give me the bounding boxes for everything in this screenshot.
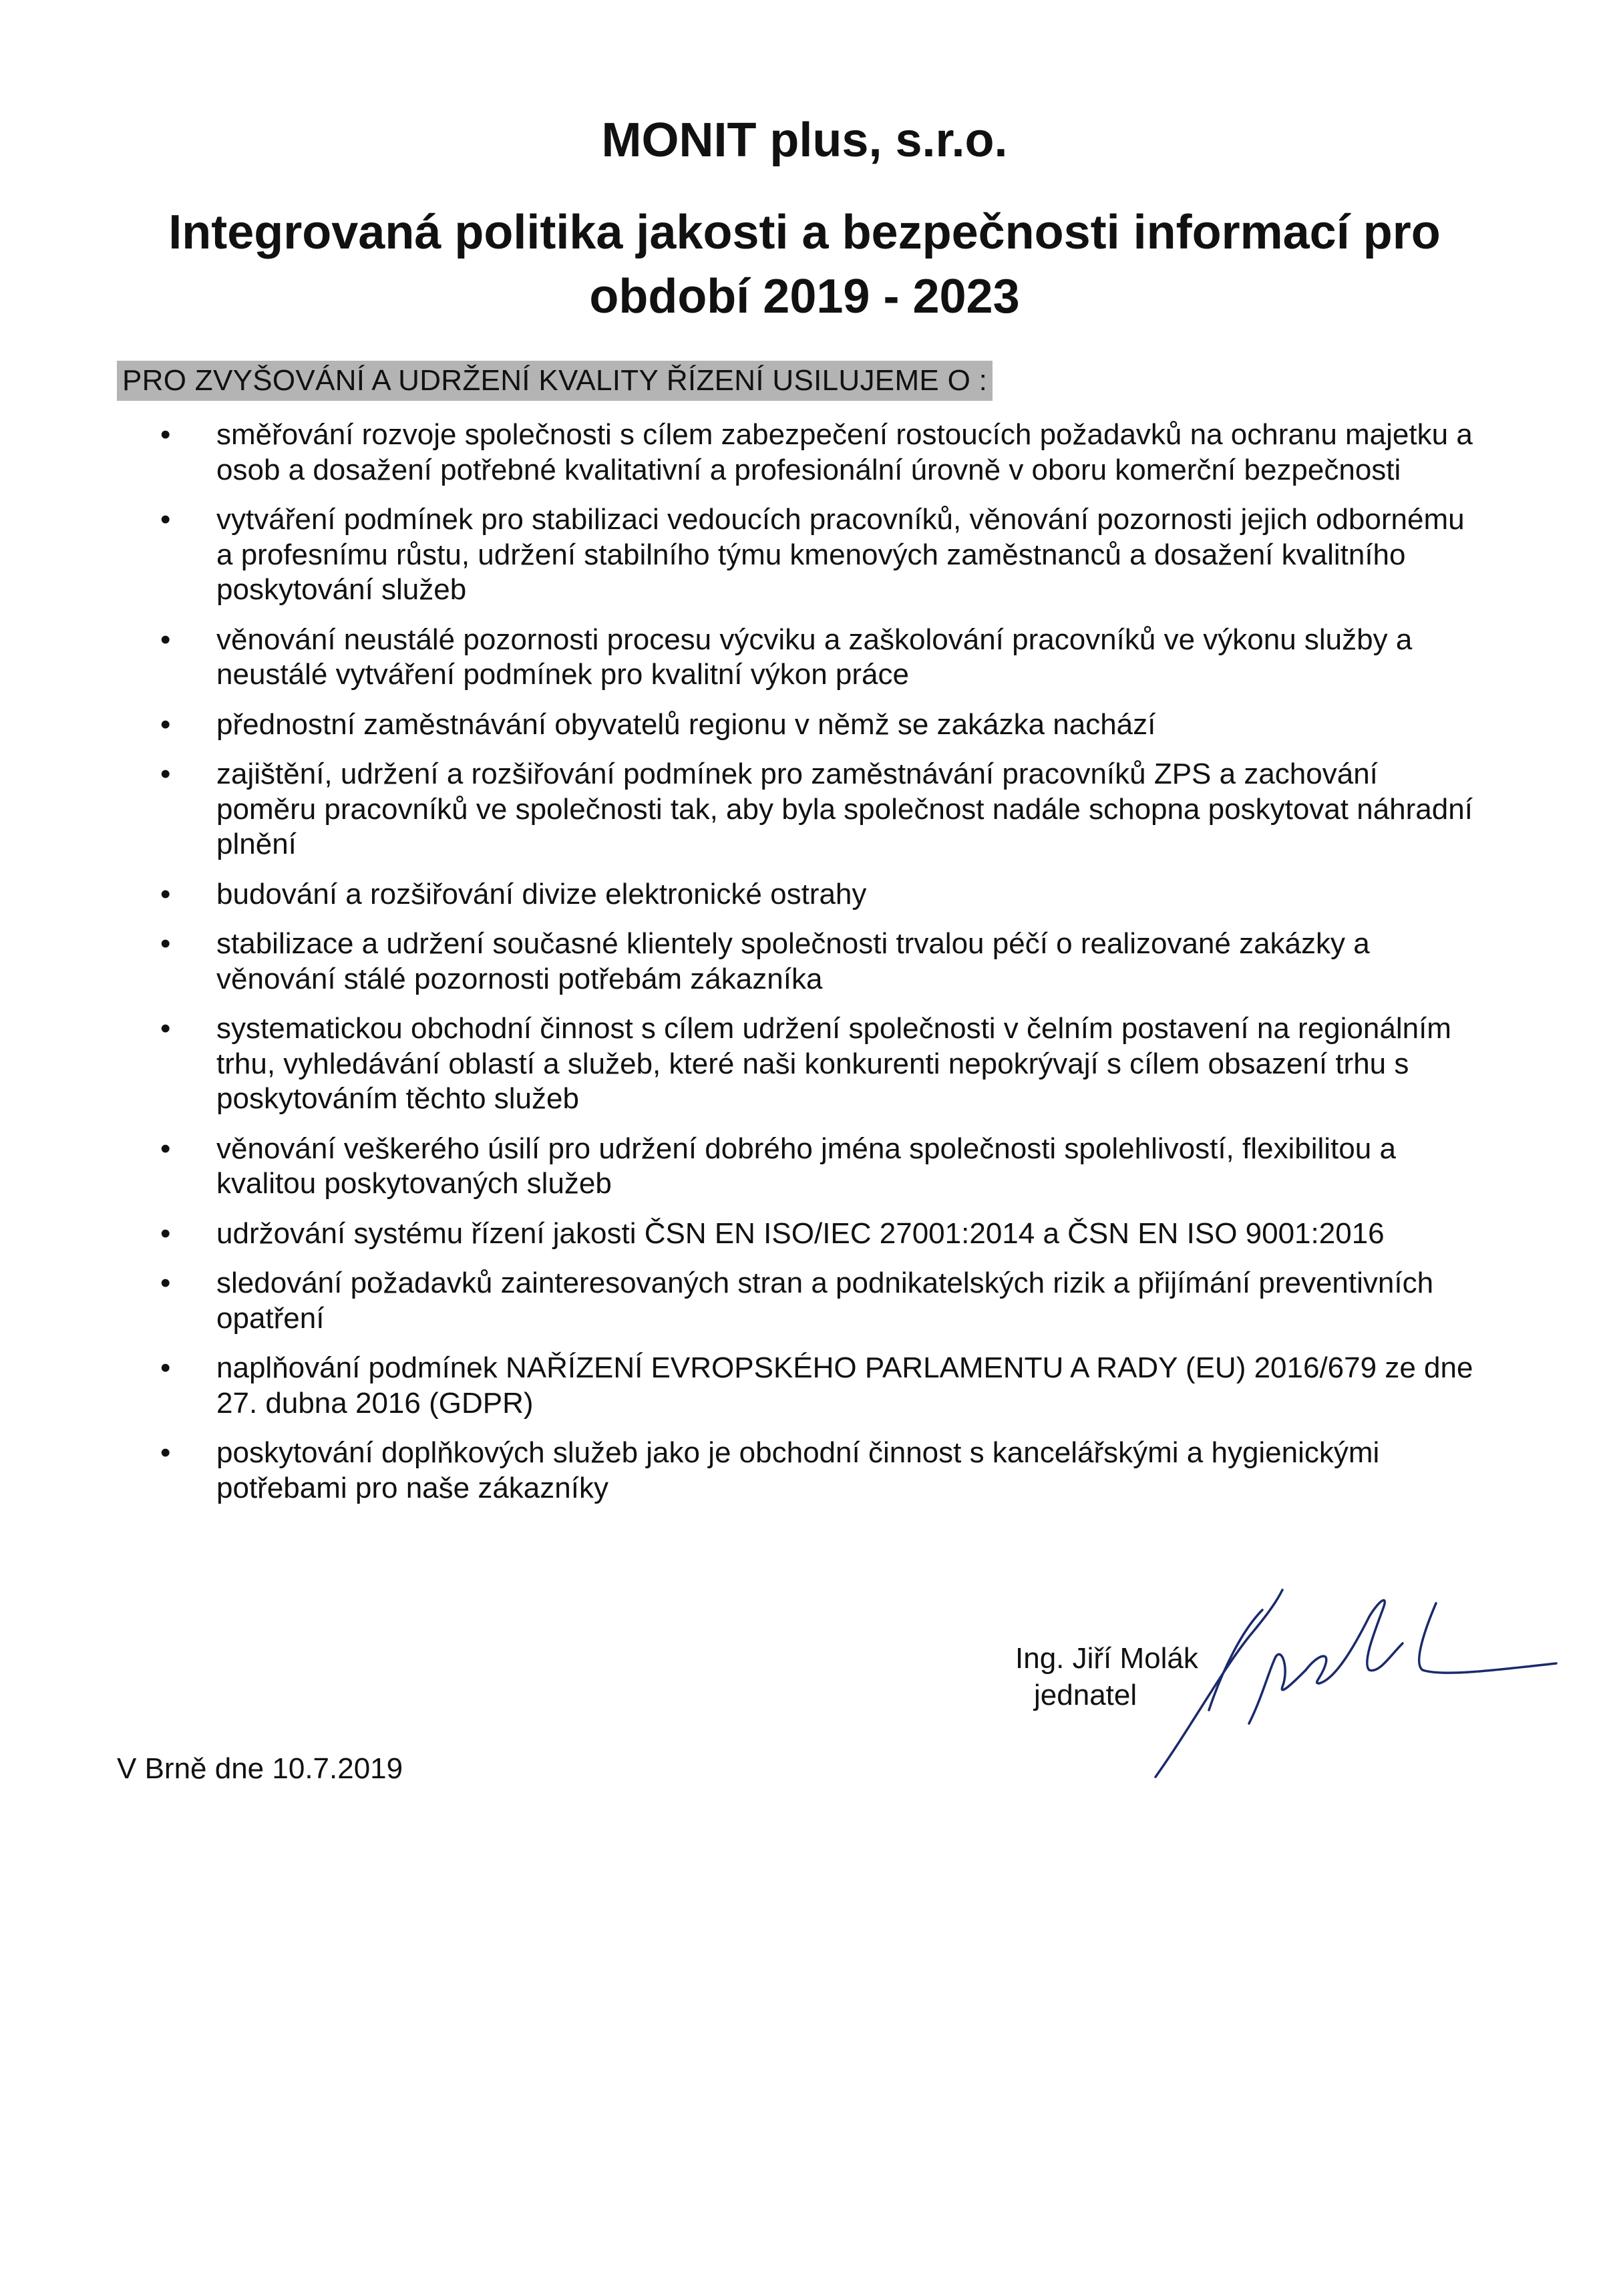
list-item-text: udržování systému řízení jakosti ČSN EN ISO/IEC 27001:2014 a ČSN EN ISO 9001:2016 xyxy=(216,1216,1385,1250)
list-item-text: vytváření podmínek pro stabilizaci vedoucích pracovníků, věnování pozornosti jejich odbornému a profesnímu růstu, udržení stabilního týmu kmenových zaměstnanců a dosažení kvalitního poskytování služeb xyxy=(216,503,1465,606)
list-item xyxy=(160,1266,1483,1336)
section-heading: PRO ZVYŠOVÁNÍ A UDRŽENÍ KVALITY ŘÍZENÍ USILUJEME O : xyxy=(117,361,993,401)
bullet-icon: • xyxy=(160,927,171,960)
list-item xyxy=(160,623,1483,693)
list-item-text: budování a rozšiřování divize elektronické ostrahy xyxy=(216,877,867,911)
bullet-icon: • xyxy=(160,1012,171,1045)
signer-name: Ing. Jiří Molák xyxy=(1015,1642,1198,1675)
list-item-text: zajištění, udržení a rozšiřování podmínek pro zaměstnávání pracovníků ZPS a zachování poměru pracovníků ve společnosti tak, aby byla společnost nadále schopna poskytovat náhradní plnění xyxy=(216,758,1473,860)
signer-role: jednatel xyxy=(1034,1679,1137,1711)
list-item xyxy=(160,757,1483,862)
bullet-icon: • xyxy=(160,1267,171,1299)
list-item xyxy=(160,927,1483,997)
list-item xyxy=(160,1011,1483,1117)
list-item-text: poskytování doplňkových služeb jako je obchodní činnost s kancelářskými a hygienickými potřebami pro naše zákazníky xyxy=(216,1436,1380,1504)
document-title: Integrovaná politika jakosti a bezpečnosti informací pro období 2019 - 2023 xyxy=(168,206,1441,323)
list-item-text: naplňování podmínek NAŘÍZENÍ EVROPSKÉHO PARLAMENTU A RADY (EU) 2016/679 ze dne 27. dubna 2016 (GDPR) xyxy=(216,1351,1473,1420)
bullet-icon: • xyxy=(160,418,171,451)
list-item-text: věnování veškerého úsilí pro udržení dobrého jména společnosti spolehlivostí, flexibilitou a kvalitou poskytovaných služeb xyxy=(216,1132,1396,1200)
list-item xyxy=(160,1351,1483,1421)
list-item xyxy=(160,1216,1483,1252)
list-item-text: stabilizace a udržení současné klientely společnosti trvalou péčí o realizované zakázky a věnování stálé pozornosti potřebám zákazníka xyxy=(216,927,1370,995)
bullet-icon: • xyxy=(160,1216,171,1250)
list-item xyxy=(160,418,1483,488)
list-item-text: systematickou obchodní činnost s cílem udržení společnosti v čelním postavení na regionálním trhu, vyhledávání oblastí a služeb, které naši konkurenti nepokrývají s cílem obsazení trhu s poskytováním těchto služeb xyxy=(216,1012,1451,1115)
bullet-icon: • xyxy=(160,623,171,656)
policy-list xyxy=(160,418,1483,1520)
list-item xyxy=(160,877,1483,913)
handwritten-signature xyxy=(1149,1563,1563,1790)
bullet-icon: • xyxy=(160,1436,171,1469)
bullet-icon: • xyxy=(160,1351,171,1384)
list-item xyxy=(160,502,1483,608)
bullet-icon: • xyxy=(160,503,171,536)
list-item-text: sledování požadavků zainteresovaných stran a podnikatelských rizik a přijímání preventivních opatření xyxy=(216,1267,1434,1335)
bullet-icon: • xyxy=(160,707,171,741)
list-item xyxy=(160,1132,1483,1202)
place-and-date: V Brně dne 10.7.2019 xyxy=(117,1752,403,1785)
bullet-icon: • xyxy=(160,1132,171,1165)
list-item-text: přednostní zaměstnávání obyvatelů regionu v němž se zakázka nachází xyxy=(216,707,1156,741)
list-item xyxy=(160,1436,1483,1506)
bullet-icon: • xyxy=(160,758,171,790)
company-name: MONIT plus, s.r.o. xyxy=(601,114,1008,167)
bullet-icon: • xyxy=(160,877,171,911)
list-item-text: věnování neustálé pozornosti procesu výcviku a zaškolování pracovníků ve výkonu služby a neustálé vytváření podmínek pro kvalitní výkon práce xyxy=(216,623,1413,691)
list-item xyxy=(160,707,1483,743)
list-item-text: směřování rozvoje společnosti s cílem zabezpečení rostoucích požadavků na ochranu majetku a osob a dosažení potřebné kvalitativní a profesionální úrovně v oboru komerční bezpečnosti xyxy=(216,418,1473,486)
